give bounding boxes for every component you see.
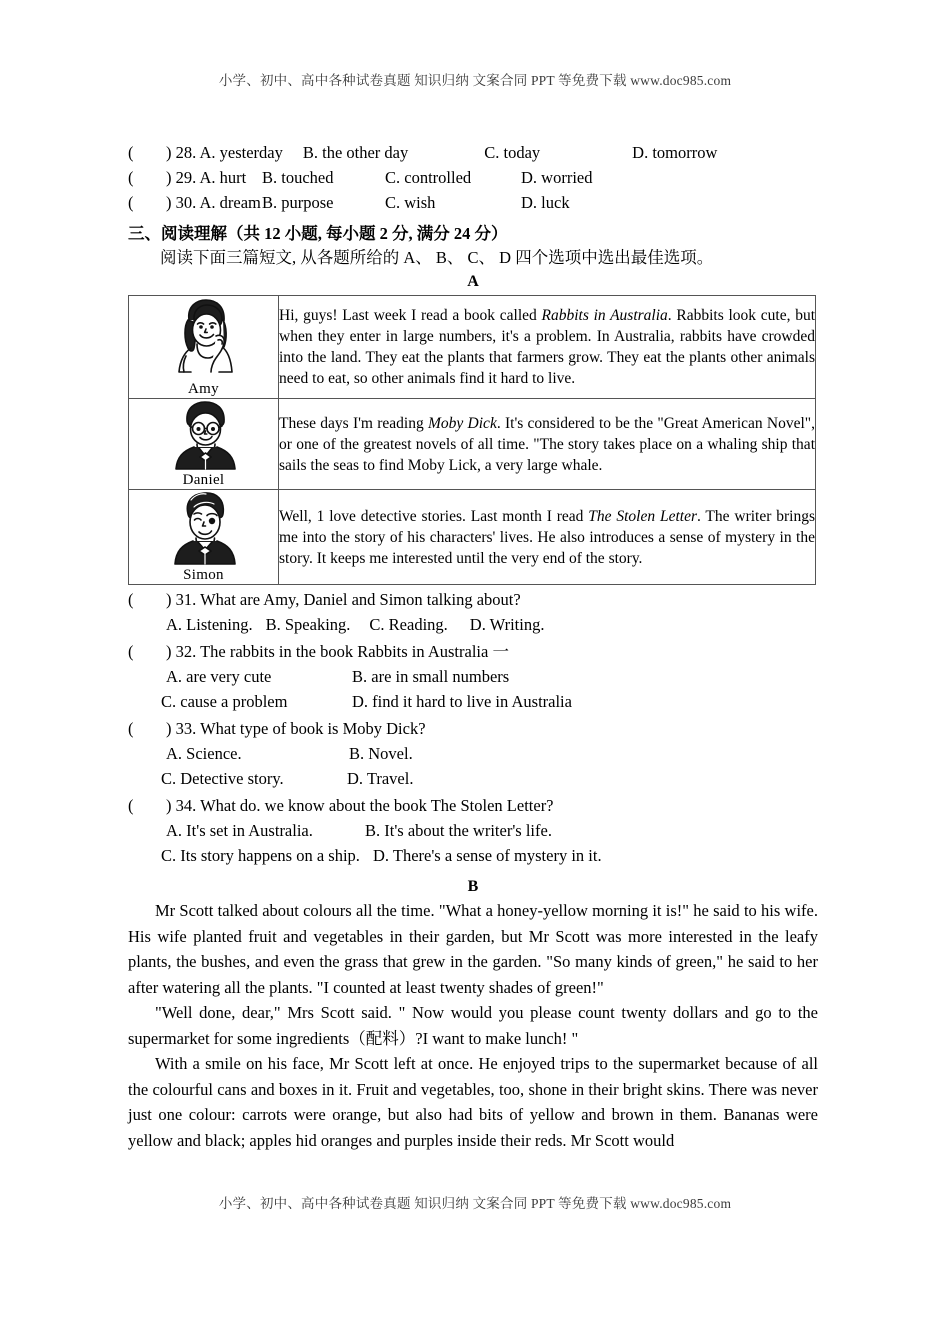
q31-option-c[interactable]: C. Reading.: [369, 615, 448, 634]
table-row: [129, 399, 816, 490]
avatar-name-amy: Amy: [188, 381, 219, 397]
answer-blank-33[interactable]: (: [128, 719, 134, 738]
question-34-stem-line: [128, 793, 818, 818]
cloze-question-30: [128, 190, 818, 215]
question-32-stem: ) 32. The rabbits in the book Rabbits in Australia 一: [166, 642, 509, 661]
cloze-29-option-d[interactable]: D. worried: [521, 168, 593, 187]
passage-a-table: [128, 295, 816, 585]
passage-b-label: B: [467, 878, 479, 895]
cloze-question-28: [128, 140, 818, 165]
cloze-28-option-d[interactable]: D. tomorrow: [632, 143, 718, 162]
q32-option-d[interactable]: D. find it hard to live in Australia: [352, 692, 572, 711]
question-33-options-row2: [128, 766, 818, 791]
amy-portrait-icon: [161, 296, 247, 380]
q32-option-c[interactable]: C. cause a problem: [161, 692, 288, 711]
q32-option-a[interactable]: A. are very cute: [166, 667, 272, 686]
question-32-stem-line: [128, 639, 818, 664]
q32-option-b[interactable]: B. are in small numbers: [352, 667, 510, 686]
q33-option-a[interactable]: A. Science.: [166, 744, 242, 763]
question-34-stem: ) 34. What do. we know about the book The Stolen Letter?: [166, 796, 554, 815]
table-row: [129, 296, 816, 399]
daniel-book-title: Moby Dick: [428, 414, 497, 432]
reading-question-33: [128, 716, 818, 791]
passage-b-paragraph-1: Mr Scott talked about colours all the time. "What a honey-yellow morning it is!" he said to his wife. His wife planted fruit and vegetables in their garden, but Mr Scott was more interested in the leafy plants, the bushes, and even the grass that grew in the garden. "So many kinds of green," he said to her after watering all the plants. "I counted at least twenty shades of green!": [128, 901, 818, 997]
page-content: [128, 140, 818, 1153]
amy-text-after: . Rabbits look cute, but when they enter in large numbers, it's a problem. In Australia, rabbits have crowded into the land. They eat the plants that farmers grow. They eat the plants other animals need to eat, so other animals find it hard to live.: [279, 307, 816, 387]
avatar-cell-amy: [129, 296, 279, 399]
section-instruction: 阅读下面三篇短文, 从各题所给的 A、 B、 C、 D 四个选项中选出最佳选项。: [160, 248, 714, 267]
reading-question-32: [128, 639, 818, 714]
question-33-stem: ) 33. What type of book is Moby Dick?: [166, 719, 426, 738]
q33-option-c[interactable]: C. Detective story.: [161, 769, 284, 788]
cloze-30-option-d[interactable]: D. luck: [521, 193, 570, 212]
question-33-stem-line: [128, 716, 818, 741]
cloze-28-option-b[interactable]: B. the other day: [302, 143, 409, 162]
q33-option-d[interactable]: D. Travel.: [347, 769, 414, 788]
q31-option-b[interactable]: B. Speaking.: [265, 615, 351, 634]
question-31-stem: ) 31. What are Amy, Daniel and Simon talking about?: [166, 590, 521, 609]
question-32-options-row2: [128, 689, 818, 714]
cloze-30-option-b[interactable]: B. purpose: [262, 193, 334, 212]
passage-a-text-simon: [279, 490, 816, 585]
amy-text-before: Hi, guys! Last week I read a book called: [279, 307, 542, 324]
watermark-header: 小学、初中、高中各种试卷真题 知识归纳 文案合同 PPT 等免费下载 www.doc985.com: [218, 73, 732, 88]
answer-blank-32[interactable]: (: [128, 642, 134, 661]
avatar-cell-daniel: [129, 399, 279, 490]
avatar-name-daniel: Daniel: [182, 472, 225, 488]
answer-blank-30[interactable]: (: [128, 193, 134, 212]
cloze-28-option-c[interactable]: C. today: [484, 143, 541, 162]
q34-option-d[interactable]: D. There's a sense of mystery in it.: [373, 846, 602, 865]
question-31-options: [128, 612, 818, 637]
simon-book-title: The Stolen Letter: [588, 507, 697, 525]
q34-option-b[interactable]: B. It's about the writer's life.: [365, 821, 552, 840]
section-heading: 三、阅读理解（共 12 小题, 每小题 2 分, 满分 24 分）: [128, 224, 508, 243]
question-31-stem-line: [128, 587, 818, 612]
answer-blank-31[interactable]: (: [128, 590, 134, 609]
table-row: [129, 490, 816, 585]
reading-question-31: [128, 587, 818, 637]
simon-text-before: Well, 1 love detective stories. Last month I read: [279, 507, 589, 525]
passage-b-paragraph-2: "Well done, dear," Mrs Scott said. " Now would you please count twenty dollars and go to the supermarket for some ingredients（配料）?I want to make lunch! ": [128, 1003, 818, 1048]
question-33-options-row1: [128, 741, 818, 766]
passage-a-text-amy: [279, 296, 816, 399]
simon-text-after: . The writer brings me into the story of his characters' lives. He also introduces a sense of mystery in the story. It keeps me interested until the very end of the story.: [279, 507, 815, 567]
q31-option-d[interactable]: D. Writing.: [469, 615, 545, 634]
cloze-28-stem: ) 28. A. yesterday: [166, 143, 283, 162]
cloze-question-29: [128, 165, 818, 190]
passage-a-label: A: [467, 273, 479, 290]
passage-b-paragraph-3: With a smile on his face, Mr Scott left at once. He enjoyed trips to the supermarket because of all the colourful cans and boxes in it. Fruit and vegetables, too, shone in their bright skins. There was never just one colour: carrots were orange, but also had bits of yellow and brown in them. Bananas were yellow and black; apples hid oranges and purples inside their reds. Mr Scott would: [128, 1054, 818, 1150]
q34-option-c[interactable]: C. Its story happens on a ship.: [161, 846, 360, 865]
passage-a-text-daniel: [279, 399, 816, 490]
q34-option-a[interactable]: A. It's set in Australia.: [166, 821, 313, 840]
amy-book-title: Rabbits in Australia: [541, 307, 668, 324]
cloze-30-option-c[interactable]: C. wish: [385, 193, 436, 212]
question-34-options-row1: [128, 818, 818, 843]
question-32-options-row1: [128, 664, 818, 689]
daniel-text-before: These days I'm reading: [279, 414, 428, 432]
cloze-30-stem: ) 30. A. dream: [166, 193, 261, 212]
simon-portrait-icon: [161, 490, 247, 566]
avatar-cell-simon: [129, 490, 279, 585]
answer-blank-28[interactable]: (: [128, 143, 134, 162]
daniel-text-after: . It's considered to be the "Great American Novel", or one of the greatest novels of all time. "The story takes place on a whaling ship that sails the seas to find Moby Lick, a very large whale.: [279, 414, 815, 474]
cloze-29-stem: ) 29. A. hurt: [166, 168, 247, 187]
answer-blank-29[interactable]: (: [128, 168, 134, 187]
cloze-29-option-c[interactable]: C. controlled: [385, 168, 472, 187]
cloze-29-option-b[interactable]: B. touched: [262, 168, 334, 187]
question-34-options-row2: [128, 843, 818, 868]
q31-option-a[interactable]: A. Listening.: [166, 615, 253, 634]
daniel-portrait-icon: [161, 399, 247, 471]
answer-blank-34[interactable]: (: [128, 796, 134, 815]
watermark-footer: 小学、初中、高中各种试卷真题 知识归纳 文案合同 PPT 等免费下载 www.doc985.com: [218, 1196, 732, 1211]
avatar-name-simon: Simon: [183, 567, 224, 583]
reading-question-34: [128, 793, 818, 868]
q33-option-b[interactable]: B. Novel.: [349, 744, 413, 763]
